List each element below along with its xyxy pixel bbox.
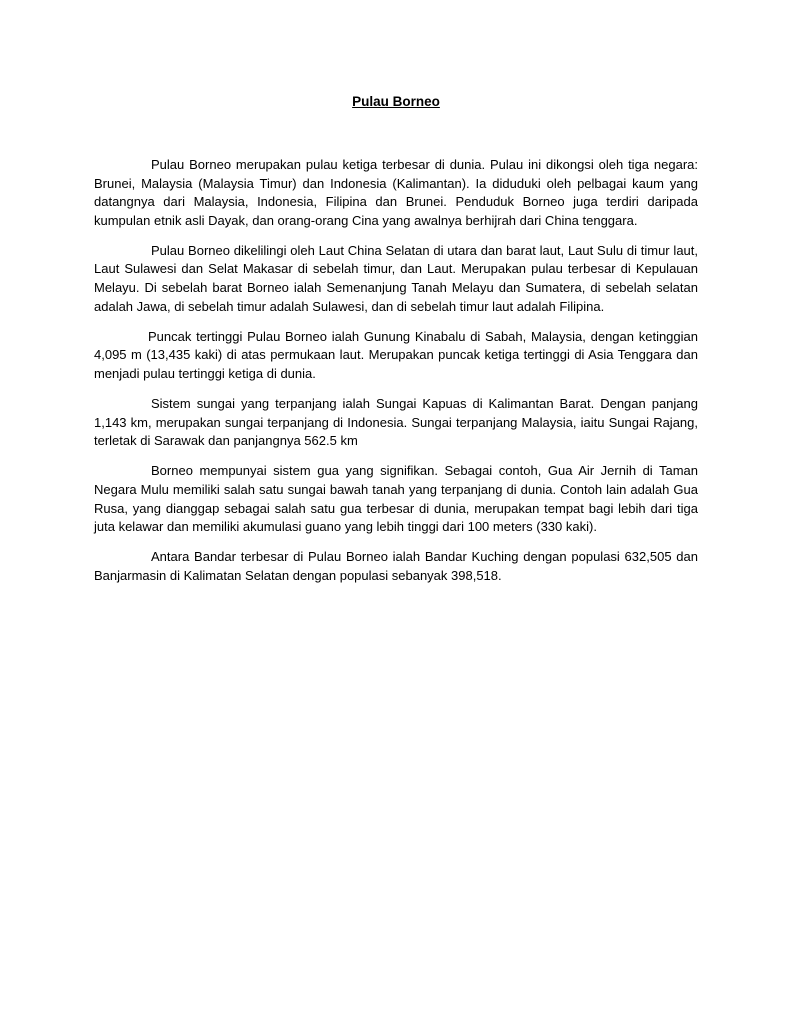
paragraph-caves: Borneo mempunyai sistem gua yang signifikan. Sebagai contoh, Gua Air Jernih di Taman Negara Mulu memiliki salah satu sungai bawah tanah yang terpanjang di dunia. Contoh lain adalah Gua Rusa, yang dianggap sebagai salah satu gua terbesar di dunia, merupakan tempat bagi lebih dari tiga juta kelawar dan memiliki akumulasi guano yang lebih tinggi dari 100 meters (330 kaki). <box>94 463 698 535</box>
paragraph-cities: Antara Bandar terbesar di Pulau Borneo ialah Bandar Kuching dengan populasi 632,505 dan Banjarmasin di Kalimatan Selatan dengan populasi sebanyak 398,518. <box>94 549 698 583</box>
paragraph-intro: Pulau Borneo merupakan pulau ketiga terbesar di dunia. Pulau ini dikongsi oleh tiga negara: Brunei, Malaysia (Malaysia Timur) dan Indonesia (Kalimantan). Ia diduduki oleh pelbagai kaum yang datangnya dari Malaysia, Indonesia, Filipina dan Brunei. Penduduk Borneo juga terdiri daripada kumpulan etnik asli Dayak, dan orang-orang Cina yang awalnya berhijrah dari China tenggara. <box>94 157 698 228</box>
paragraph-rivers: Sistem sungai yang terpanjang ialah Sungai Kapuas di Kalimantan Barat. Dengan panjang 1,143 km, merupakan sungai terpanjang di Indonesia. Sungai terpanjang Malaysia, iaitu Sungai Rajang, terletak di Sarawak dan panjangnya 562.5 km <box>94 396 698 449</box>
paragraph-geography: Pulau Borneo dikelilingi oleh Laut China Selatan di utara dan barat laut, Laut Sulu di timur laut, Laut Sulawesi dan Selat Makasar di sebelah timur, dan Laut. Merupakan pulau terbesar di Kepulauan Melayu. Di sebelah barat Borneo ialah Semenanjung Tanah Melayu dan Sumatera, di sebelah selatan adalah Jawa, di sebelah timur adalah Sulawesi, dan di sebelah timur laut adalah Filipina. <box>94 242 698 314</box>
document-body <box>94 156 698 597</box>
document-title: Pulau Borneo <box>352 94 440 109</box>
paragraph-highest-peak: Puncak tertinggi Pulau Borneo ialah Gunung Kinabalu di Sabah, Malaysia, dengan ketinggian 4,095 m (13,435 kaki) di atas permukaan laut. Merupakan puncak ketiga tertinggi di Asia Tenggara dan menjadi pulau tertinggi ketiga di dunia. <box>94 328 698 381</box>
